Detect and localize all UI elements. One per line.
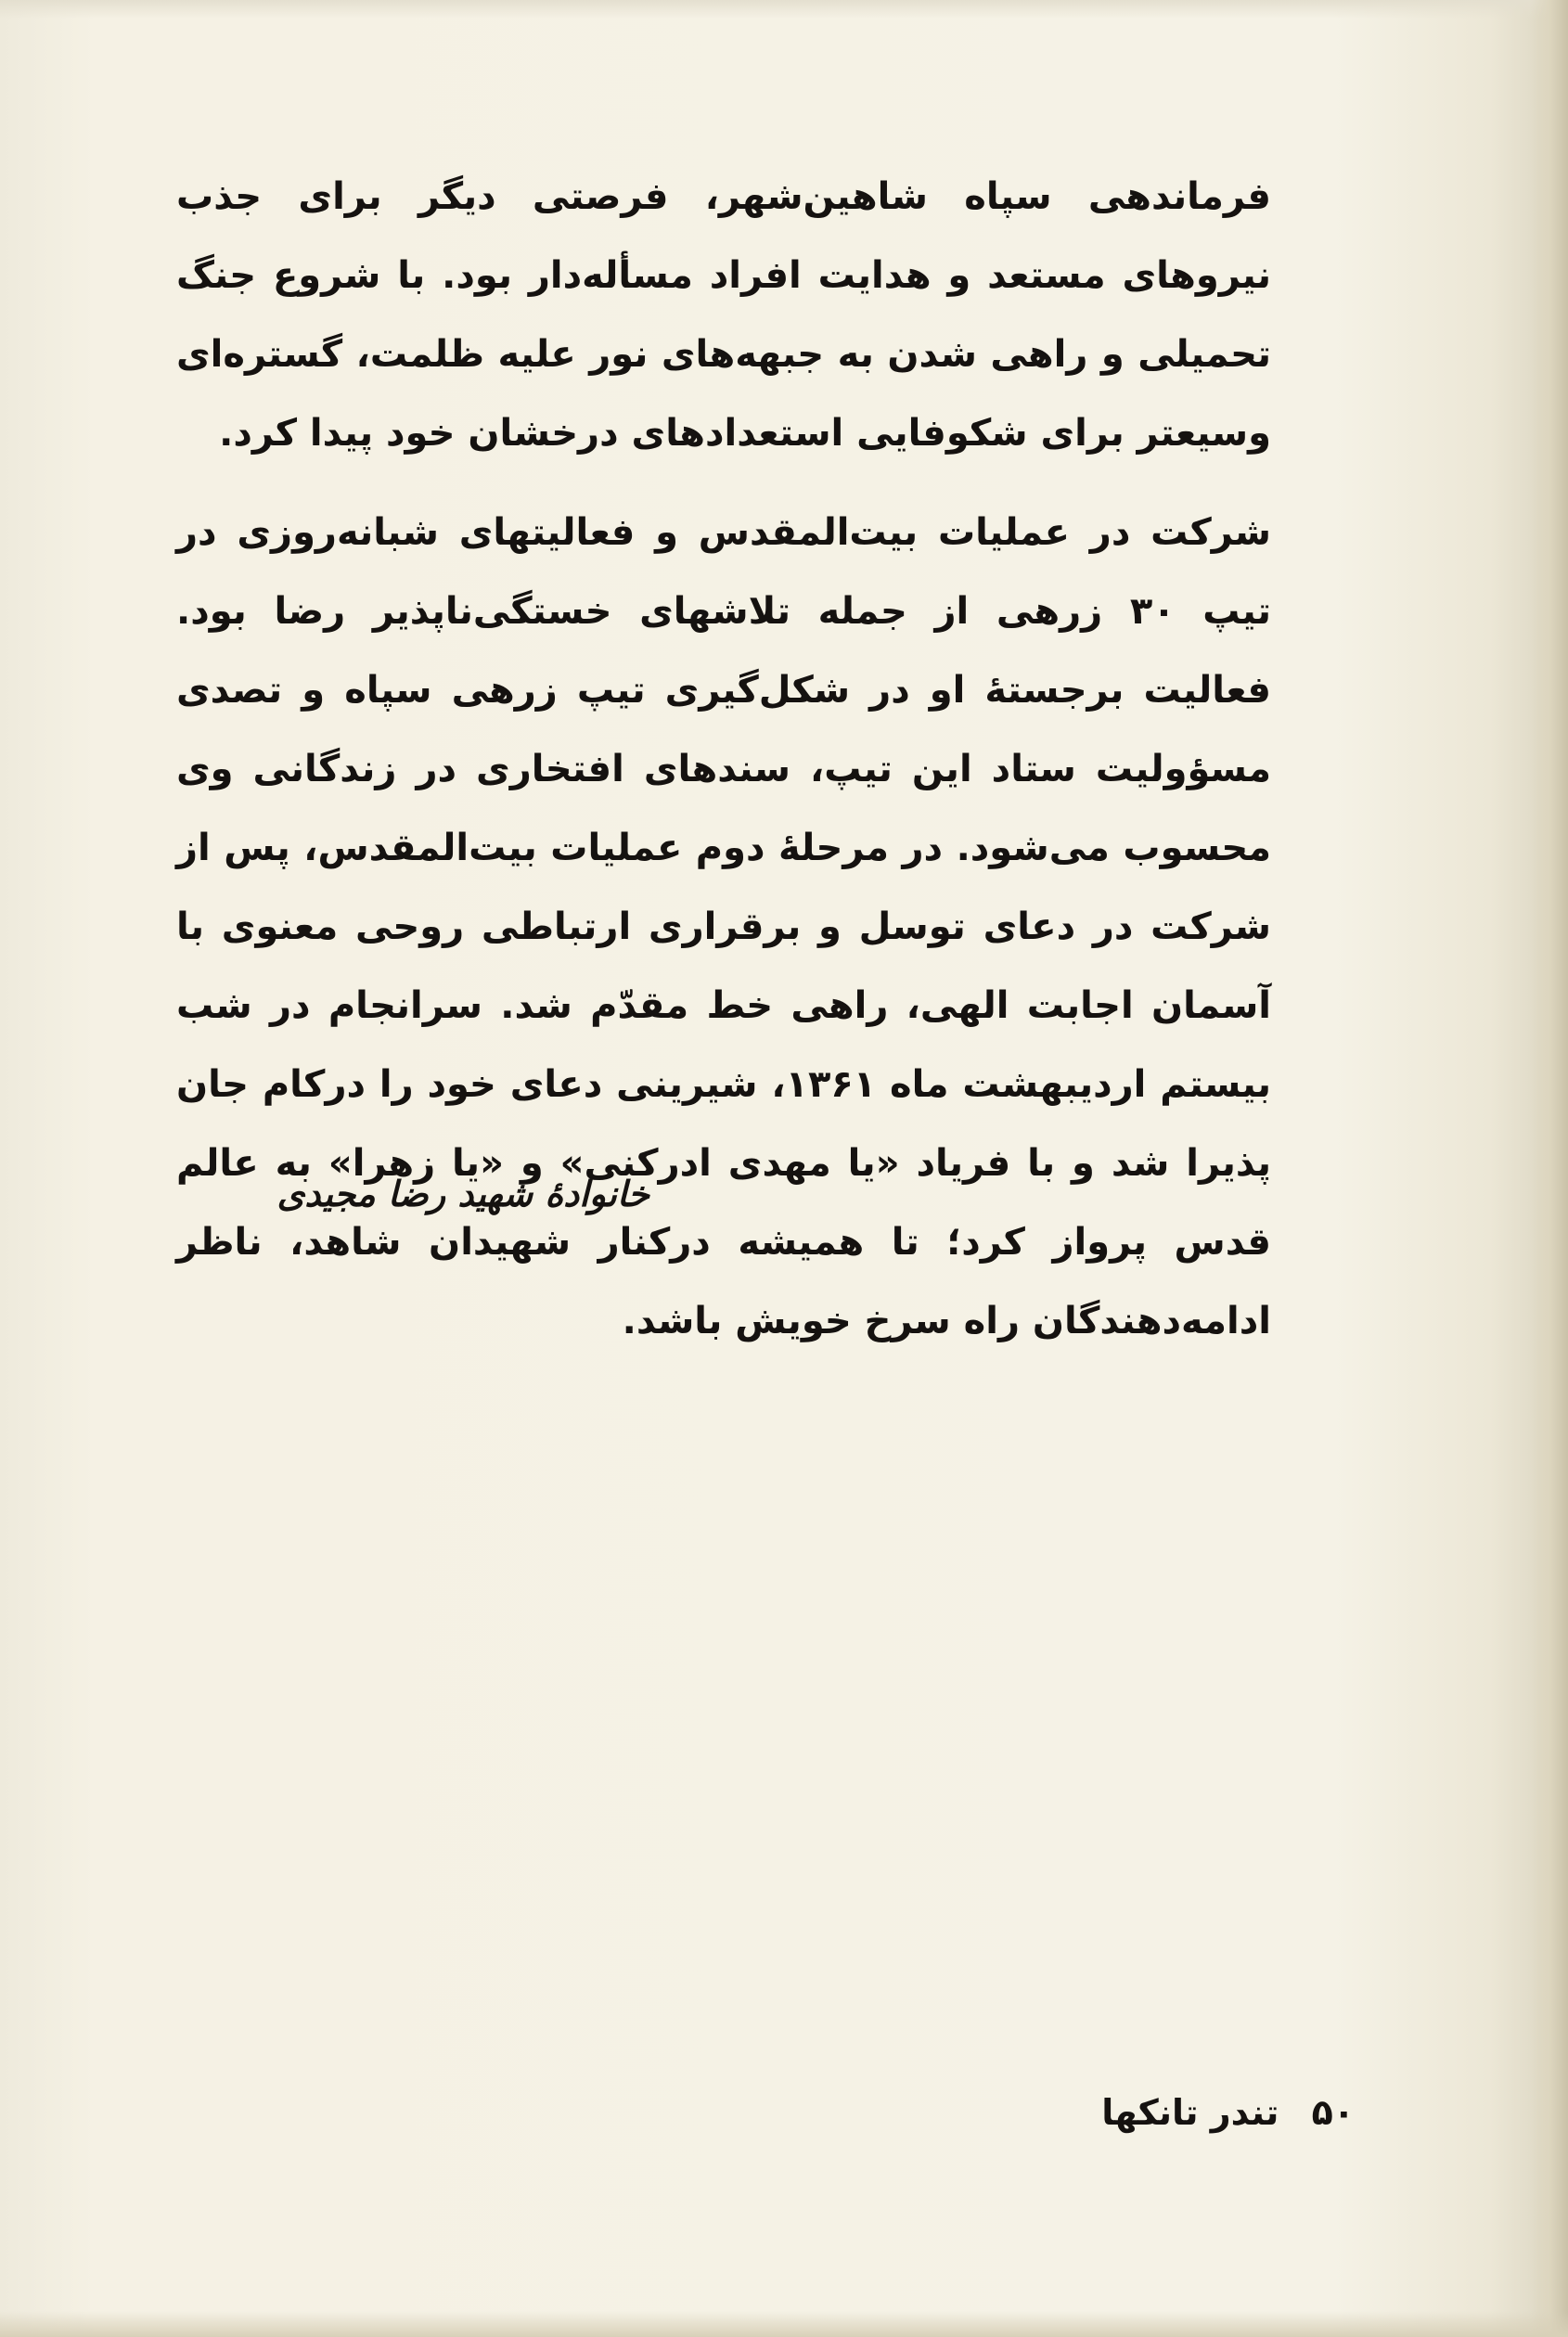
page-number: ۵۰ bbox=[1311, 2092, 1355, 2133]
page-footer bbox=[1067, 2092, 1355, 2133]
page-right-edge bbox=[1531, 0, 1568, 2337]
book-title: تندر تانکها bbox=[1101, 2092, 1279, 2133]
paragraph-1: فرماندهی سپاه شاهین‌شهر، فرصتی دیگر برای جذب نیروهای مستعد و هدایت افراد مسأله‌دار بود. با شروع جنگ تحمیلی و راهی شدن به جبهه‌های نور علیه ظلمت، گستره‌ای وسیعتر برای شکوفایی استعدادهای درخشان خود پیدا کرد. bbox=[176, 175, 1271, 455]
paragraph-2: شرکت در عملیات بیت‌المقدس و فعالیتهای شبانه‌روزی در تیپ ۳۰ زرهی از جمله تلاشهای خستگی‌ناپذیر رضا بود. فعالیت برجستهٔ او در شکل‌گیری تیپ زرهی سپاه و تصدی مسؤولیت ستاد این تیپ، سندهای افتخاری در زندگانی وی محسوب می‌شود. در مرحلهٔ دوم عملیات بیت‌المقدس، پس از شرکت در دعای توسل و برقراری ارتباطی روحی معنوی با آسمان اجابت الهی، راهی خط مقدّم شد. سرانجام در شب بیستم اردیبهشت ماه ۱۳۶۱، شیرینی دعای خود را درکام جان پذیرا شد و با فریاد «یا مهدی ادرکنی» و «یا زهرا» به عالم قدس پرواز کرد؛ تا همیشه درکنار شهیدان شاهد، ناظر ادامه‌دهندگان راه سرخ خویش باشد. bbox=[176, 511, 1271, 1342]
signature: خانوادهٔ شهید رضا مجیدی bbox=[276, 1174, 649, 1214]
page-bottom-edge bbox=[0, 2311, 1568, 2337]
page-top-shadow bbox=[0, 0, 1568, 19]
